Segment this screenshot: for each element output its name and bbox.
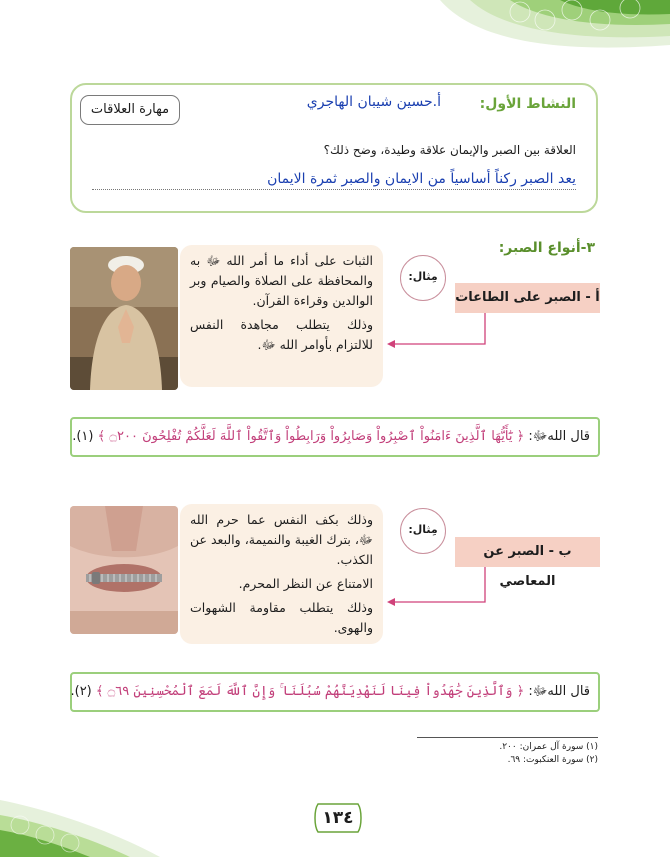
- description-paragraph: وذلك بكف النفس عما حرم الله ﷻ، بترك الغيبة والنميمة، والبعد عن الكذب.: [190, 512, 373, 567]
- description-paragraph: وذلك يتطلب مقاومة الشهوات والهوى.: [190, 600, 373, 635]
- skill-badge: مهارة العلاقات: [80, 95, 180, 125]
- footnote-1: (١) سورة آل عمران: ٢٠٠.: [499, 742, 598, 752]
- verse-reference: (٢).: [70, 684, 92, 699]
- verse-reference: (١).: [72, 429, 94, 444]
- description-box-obedience: [180, 245, 383, 387]
- activity-answer: يعد الصبر ركناً أساسياً من الايمان والصبر ثمرة الايمان: [92, 171, 576, 190]
- description-paragraph: الامتناع عن النظر المحرم.: [238, 576, 373, 591]
- footnote-2: (٢) سورة العنكبوت: ٦٩.: [507, 755, 598, 765]
- zipped-mouth-image: [70, 506, 178, 634]
- activity-author: أ.حسين شيبان الهاجري: [306, 94, 441, 110]
- verse-prefix: قال اللهﷻ:: [528, 684, 590, 699]
- verse-box-2: [70, 672, 600, 712]
- type-box-sins: ب - الصبر عن المعاصي: [455, 537, 600, 567]
- connector-arrow-1: [385, 312, 490, 352]
- section-heading: ٣-أنواع الصبر:: [498, 240, 595, 256]
- activity-title: النشاط الأول:: [479, 96, 576, 112]
- page-number: ١٣٤: [322, 808, 354, 828]
- example-circle-2: مِثال:: [400, 508, 446, 554]
- verse-text: ﴿ يَٰٓأَيُّهَا ٱلَّذِينَ ءَامَنُواْ ٱصْبِرُواْ وَصَابِرُواْ وَرَابِطُواْ وَٱتَّقُواْ ٱللَّهَ لَعَلَّكُمْ تُفْلِحُونَ ۝٢٠٠ ﴾: [97, 429, 525, 444]
- description-paragraph: وذلك يتطلب مجاهدة النفس للالتزام بأوامر الله ﷻ.: [190, 317, 373, 352]
- type-box-obedience: أ - الصبر على الطاعات: [455, 283, 600, 313]
- decorative-corner-bottom: [0, 780, 160, 857]
- activity-question: العلاقة بين الصبر والإيمان علاقة وطيدة، وضح ذلك؟: [323, 143, 576, 157]
- footnote-divider: [417, 737, 598, 738]
- decorative-corner-top: [400, 0, 670, 80]
- activity-box: [70, 83, 598, 213]
- description-paragraph: الثبات على أداء ما أمر الله ﷻ به والمحافظة على الصلاة والصيام وبر الوالدين وقراءة القرآن.: [190, 253, 373, 308]
- verse-box-1: [70, 417, 600, 457]
- example-circle-1: مِثال:: [400, 255, 446, 301]
- verse-text: ﴿ وَٱلَّذِينَ جَٰهَدُواْ فِينَا لَنَهْدِيَنَّهُمْ سُبُلَنَا ۚ وَإِنَّ ٱللَّهَ لَمَعَ ٱلْمُحْسِنِينَ ۝٦٩ ﴾: [95, 684, 525, 699]
- description-box-sins: [180, 504, 383, 644]
- verse-prefix: قال اللهﷻ:: [528, 429, 590, 444]
- connector-arrow-2: [385, 566, 490, 608]
- boy-praying-image: [70, 247, 178, 390]
